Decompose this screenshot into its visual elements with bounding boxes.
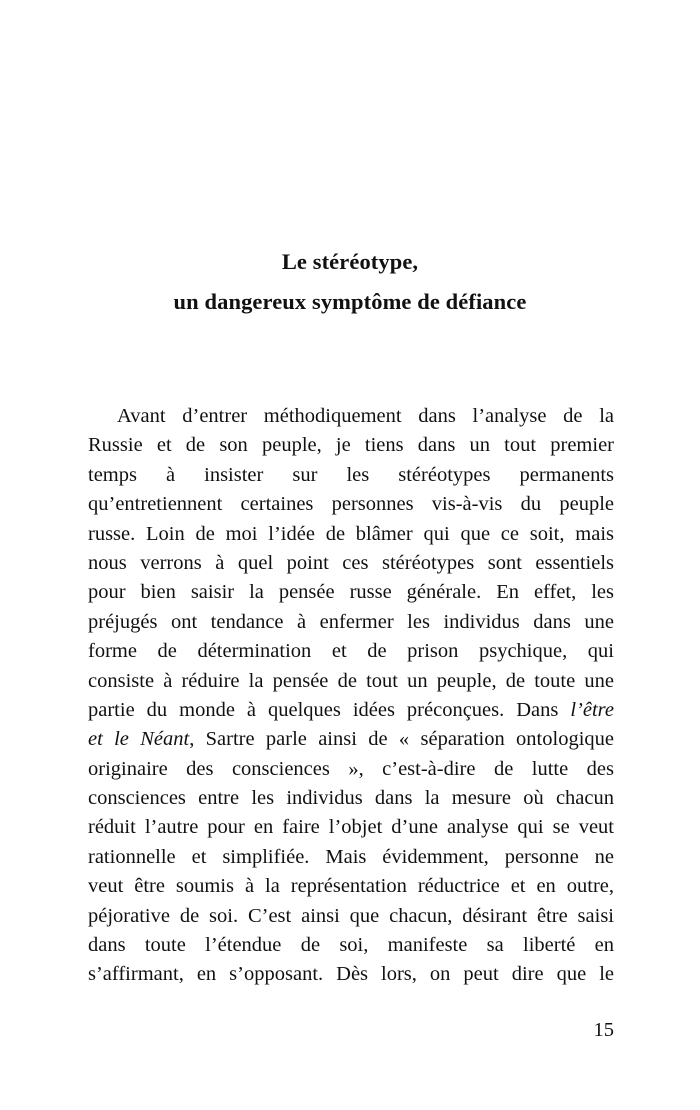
chapter-title-line-1: Le stéréotype, [281, 249, 419, 274]
text-line: pour bien saisir la pensée russe générale. En effet, les [88, 581, 614, 604]
body-paragraph [88, 402, 614, 990]
text-run: partie du monde à quelques idées préconçues. Dans [88, 698, 559, 721]
text-line: péjorative de soi. C’est ainsi que chacun, désirant être saisi [88, 904, 614, 927]
text-line: Avant d’entrer méthodiquement dans l’analyse de la [117, 405, 614, 427]
text-line: Russie et de son peuple, je tiens dans un tout premier [88, 434, 614, 457]
text-line: consiste à réduire la pensée de tout un peuple, de toute une [88, 669, 614, 692]
text-line: consciences entre les individus dans la mesure où chacun [88, 787, 614, 810]
italic-title-part-1: l’être [570, 698, 614, 721]
text-line: préjugés ont tendance à enfermer les individus dans une [88, 610, 614, 633]
page-number: 15 [593, 1019, 614, 1041]
text-line [88, 725, 614, 754]
text-line: veut être soumis à la représentation réductrice et en outre, [88, 875, 614, 898]
text-line: qu’entretiennent certaines personnes vis-à-vis du peuple [88, 493, 614, 516]
text-line [88, 696, 614, 725]
text-line: rationnelle et simplifiée. Mais évidemment, personne ne [88, 845, 614, 868]
text-line: originaire des consciences », c’est-à-dire de lutte des [88, 757, 614, 780]
text-line: forme de détermination et de prison psychique, qui [88, 640, 614, 663]
text-line: dans toute l’étendue de soi, manifeste sa liberté en [88, 934, 614, 957]
italic-title-part-2: et le Néant [88, 728, 190, 751]
text-line: réduit l’autre pour en faire l’objet d’une analyse qui se veut [88, 816, 614, 839]
chapter-title [0, 242, 700, 322]
text-line: nous verrons à quel point ces stéréotypes sont essentiels [88, 551, 614, 574]
text-line: temps à insister sur les stéréotypes permanents [88, 463, 614, 486]
text-line: russe. Loin de moi l’idée de blâmer qui que ce soit, mais [88, 522, 614, 545]
chapter-title-line-2: un dangereux symptôme de défiance [173, 289, 527, 314]
text-run: , Sartre parle ainsi de « séparation ontologique [189, 728, 614, 751]
text-line: s’affirmant, en s’opposant. Dès lors, on peut dire que le [88, 963, 614, 986]
